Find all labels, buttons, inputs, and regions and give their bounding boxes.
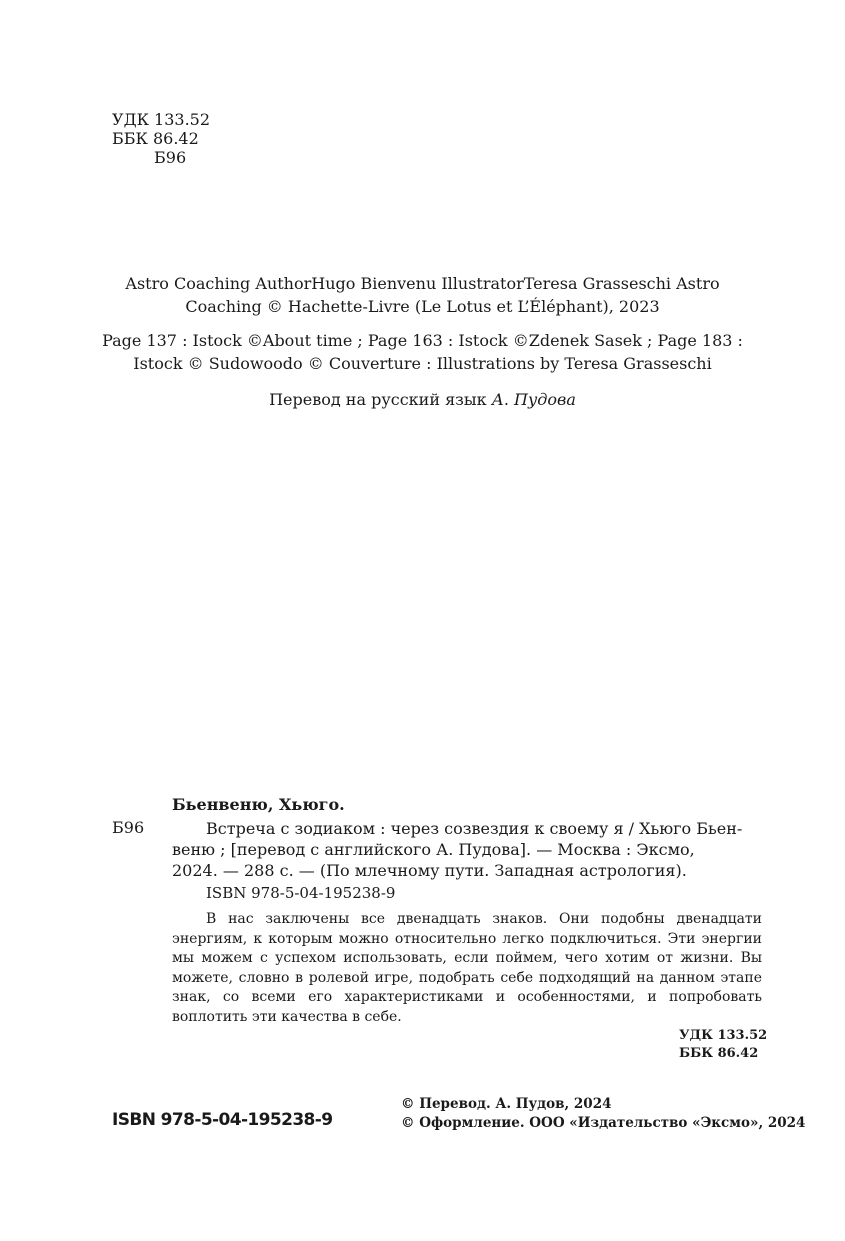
translation-prefix: Перевод на русский язык: [269, 390, 487, 409]
card-description: [172, 818, 762, 881]
translation-credit: [0, 388, 845, 411]
card-author-mark: Б96: [112, 818, 145, 837]
copyright-block: [401, 1095, 805, 1133]
udk-code: УДК 133.52: [112, 110, 211, 129]
credits-line: Page 137 : Istock ©About time ; Page 163 : Istock ©Zdenek Sasek ; Page 183 :: [102, 331, 743, 350]
original-credits: [0, 272, 845, 318]
author-mark: Б96: [154, 148, 187, 167]
card-classification: [679, 1027, 767, 1063]
card-line: Встреча с зодиаком : через созвездия к своему я / Хьюго Бьен-: [206, 819, 743, 838]
isbn: ISBN 978-5-04-195238-9: [112, 1110, 333, 1130]
classification-block: [112, 110, 210, 167]
card-udk: УДК 133.52: [679, 1028, 768, 1043]
card-author: Бьенвеню, Хьюго.: [172, 795, 345, 814]
copyright-translation: © Перевод. А. Пудов, 2024: [401, 1096, 612, 1112]
image-credits: [0, 329, 845, 375]
copyright-design: © Оформление. ООО «Издательство «Эксмо», 2024: [401, 1115, 806, 1131]
bbk-code: ББК 86.42: [112, 129, 199, 148]
card-line: веню ; [перевод с английского А. Пудова]. — Москва : Эксмо,: [172, 840, 695, 859]
translator-name: А. Пудова: [491, 390, 576, 409]
credits-line: Istock © Sudowoodo © Couverture : Illustrations by Teresa Grasseschi: [133, 354, 712, 373]
card-bbk: ББК 86.42: [679, 1046, 759, 1061]
credits-line: Coaching © Hachette-Livre (Le Lotus et L’Éléphant), 2023: [185, 297, 660, 316]
card-isbn: ISBN 978-5-04-195238-9: [206, 884, 396, 902]
card-line: 2024. — 288 с. — (По млечному пути. Западная астрология).: [172, 861, 687, 880]
credits-line: Astro Coaching AuthorHugo Bienvenu IllustratorTeresa Grasseschi Astro: [125, 274, 720, 293]
card-abstract: [172, 910, 762, 1027]
abstract-text: В нас заключены все двенадцать знаков. Они подобны двенадцати энергиям, к которым можно относительно легко подключиться. Эти энергии мы можем с успехом использовать, если поймем, чего хотим от жизни. Вы можете, словно в ролевой игре, подобрать себе подходящий на данном этапе знак, со всеми его характеристиками и особенностями, и попробовать воплотить эти качества в себе.: [172, 911, 762, 1025]
